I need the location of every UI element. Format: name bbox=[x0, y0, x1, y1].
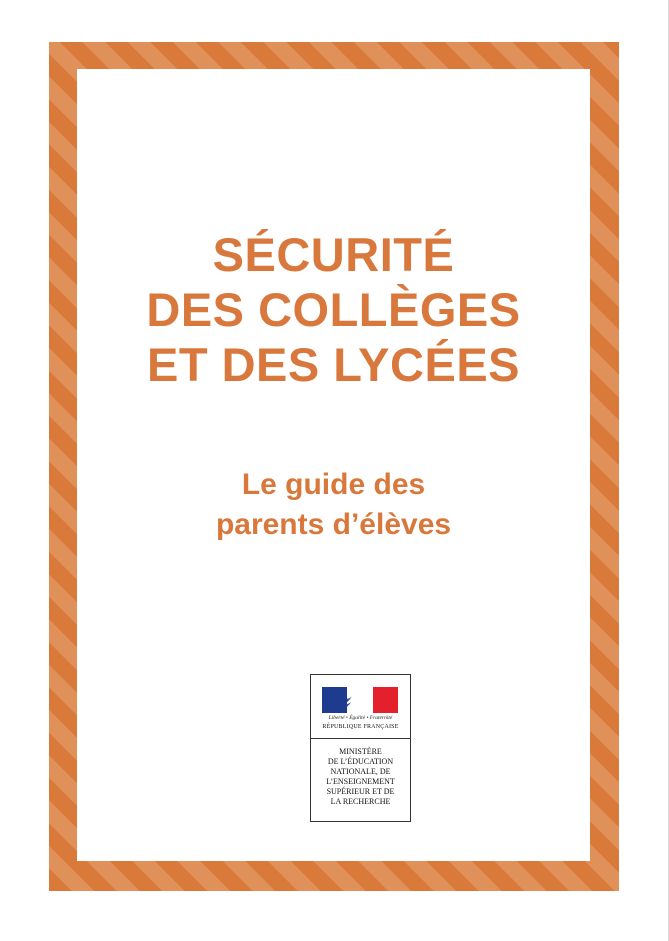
subtitle-line: Le guide des bbox=[241, 468, 426, 501]
marianne-block bbox=[311, 675, 410, 739]
cover-subtitle bbox=[77, 465, 590, 545]
striped-cover-frame bbox=[49, 42, 619, 891]
ministry-line: LA RECHERCHE bbox=[330, 797, 391, 806]
ministry-line: L’ENSEIGNEMENT bbox=[326, 777, 395, 786]
flag-red-band bbox=[373, 687, 398, 713]
marianne-profile-icon bbox=[341, 687, 367, 713]
ministry-line: MINISTÈRE bbox=[339, 747, 382, 756]
republic-name: RÉPUBLIQUE FRANÇAISE bbox=[322, 724, 399, 730]
ministry-name bbox=[311, 747, 410, 807]
ministry-line: SUPÉRIEUR ET DE bbox=[326, 787, 395, 796]
cover-title bbox=[77, 227, 590, 392]
title-line: DES COLLÈGES bbox=[146, 283, 521, 336]
title-line: ET DES LYCÉES bbox=[146, 338, 521, 391]
cover-panel bbox=[77, 69, 590, 861]
title-line: SÉCURITÉ bbox=[212, 228, 455, 281]
ministry-logo bbox=[310, 674, 411, 822]
ministry-line: NATIONALE, DE bbox=[330, 767, 391, 776]
subtitle-line: parents d’élèves bbox=[215, 508, 452, 541]
ministry-line: DE L’ÉDUCATION bbox=[327, 757, 394, 766]
republic-motto: Liberté • Égalité • Fraternité bbox=[328, 715, 393, 721]
